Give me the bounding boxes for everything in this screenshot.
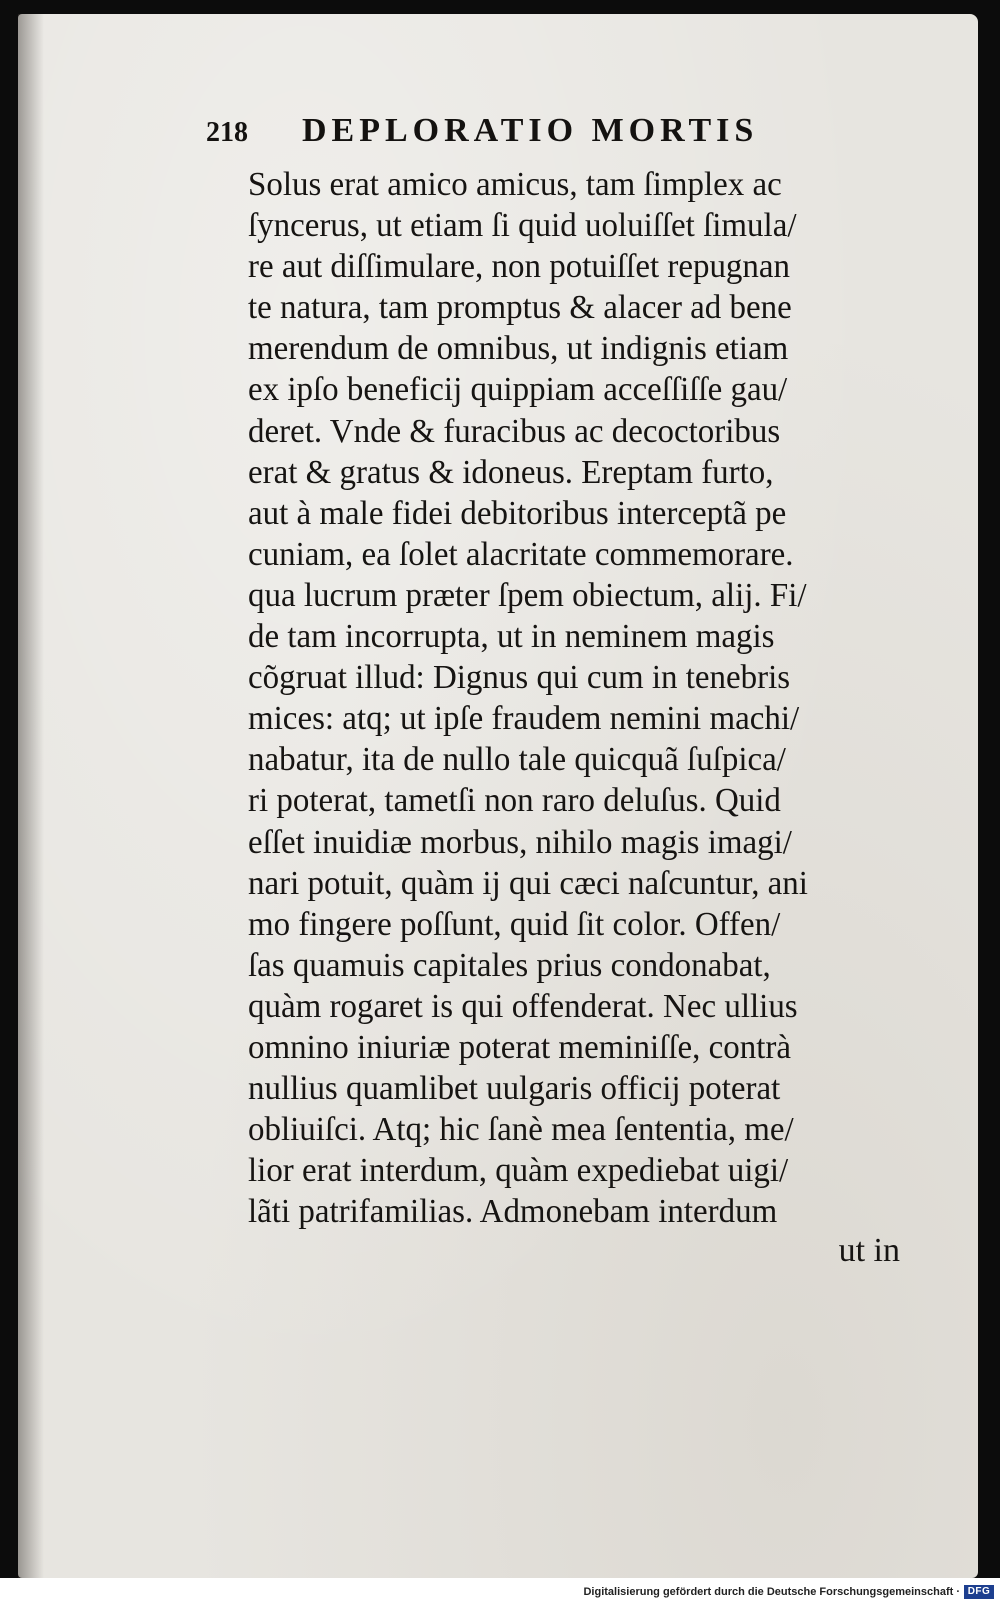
text-line: mo fingere poſſunt, quid ſit color. Offen/ bbox=[248, 905, 781, 943]
text-line: nari potuit, quàm ij qui cæci naſcuntur, ani bbox=[248, 864, 808, 902]
text-line: ſyncerus, ut etiam ſi quid uoluiſſet ſimula/ bbox=[248, 207, 797, 245]
text-line: te natura, tam promptus & alacer ad bene bbox=[248, 289, 792, 327]
text-line: erat & gratus & idoneus. Ereptam furto, bbox=[248, 453, 774, 491]
text-line: lior erat interdum, quàm expediebat uigi/ bbox=[248, 1152, 789, 1190]
text-line: re aut diſſimulare, non potuiſſet repugnan bbox=[248, 248, 791, 286]
text-line: ri poterat, tametſi non raro deluſus. Quid bbox=[248, 782, 781, 820]
digitization-credit: Digitalisierung gefördert durch die Deutsche Forschungsgemeinschaft · bbox=[583, 1586, 960, 1598]
text-line: merendum de omnibus, ut indignis etiam bbox=[248, 330, 789, 368]
dfg-logo: DFG bbox=[964, 1585, 994, 1599]
catchword: ut in bbox=[838, 1232, 900, 1269]
text-line: nabatur, ita de nullo tale quicquã ſuſpica/ bbox=[248, 741, 786, 779]
text-line: cõgruat illud: Dignus qui cum in tenebris bbox=[248, 659, 791, 697]
text-line: qua lucrum præter ſpem obiectum, alij. Fi/ bbox=[248, 576, 807, 614]
text-line: lãti patrifamilias. Admonebam interdum bbox=[248, 1193, 778, 1231]
text-line: deret. Vnde & furacibus ac decoctoribus bbox=[248, 412, 781, 450]
text-line: omnino iniuriæ poterat meminiſſe, contrà bbox=[248, 1028, 791, 1066]
page-number: 218 bbox=[206, 117, 248, 148]
text-line: ſas quamuis capitales prius condonabat, bbox=[248, 946, 771, 984]
text-line: quàm rogaret is qui offenderat. Nec ullius bbox=[248, 987, 798, 1025]
text-line: cuniam, ea ſolet alacritate commemorare. bbox=[248, 535, 794, 573]
text-line: nullius quamlibet uulgaris officij poterat bbox=[248, 1070, 781, 1108]
running-title: DEPLORATIO MORTIS bbox=[302, 112, 759, 149]
page-gutter-shadow bbox=[18, 14, 44, 1578]
text-line: Solus erat amico amicus, tam ſimplex ac bbox=[248, 166, 782, 203]
text-line: obliuiſci. Atq; hic ſanè mea ſententia, me/ bbox=[248, 1111, 794, 1149]
text-line: de tam incorrupta, ut in neminem magis bbox=[248, 618, 775, 656]
body-text bbox=[248, 164, 908, 1232]
text-line: eſſet inuidiæ morbus, nihilo magis imagi/ bbox=[248, 823, 792, 861]
text-line: mices: atq; ut ipſe fraudem nemini machi/ bbox=[248, 700, 800, 738]
text-line: aut à male fidei debitoribus interceptã pe bbox=[248, 494, 787, 532]
running-head bbox=[206, 112, 758, 152]
text-line: ex ipſo beneficij quippiam acceſſiſſe gau/ bbox=[248, 371, 788, 409]
